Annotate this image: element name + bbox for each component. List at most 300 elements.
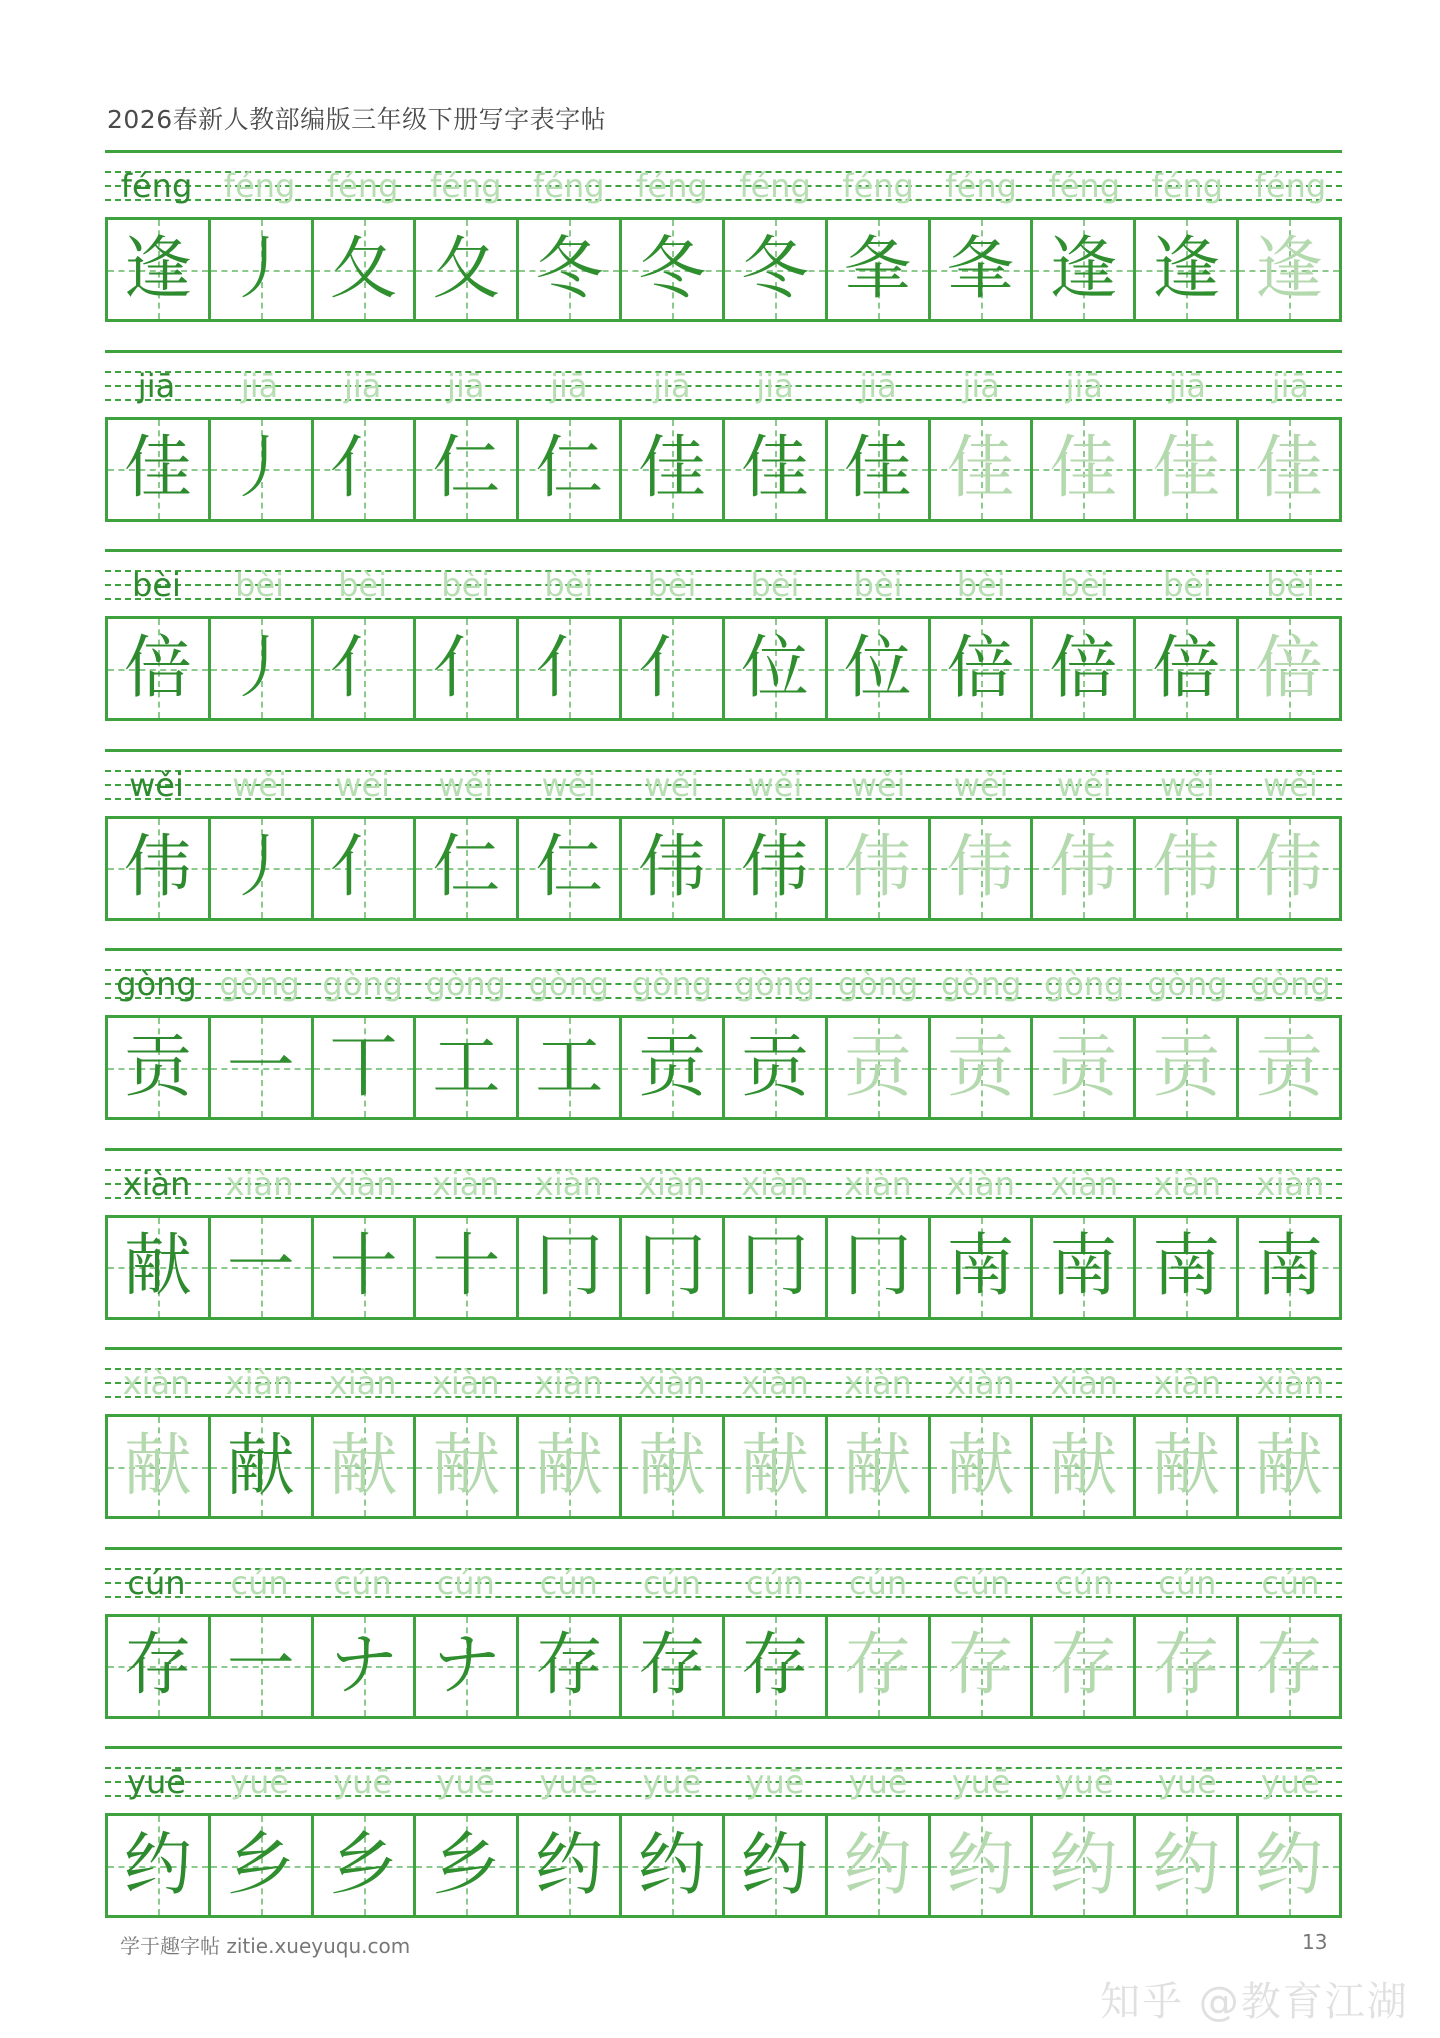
model-character: 献 xyxy=(123,1227,192,1306)
character-cell[interactable] xyxy=(416,1417,519,1516)
character-cell[interactable] xyxy=(828,420,931,519)
character-cell[interactable] xyxy=(622,819,725,918)
stroke-step-character: 佳 xyxy=(843,429,912,508)
character-cell[interactable] xyxy=(931,1816,1034,1915)
stroke-step-character: 夆 xyxy=(946,229,1015,309)
practice-row xyxy=(105,749,1342,921)
character-cell[interactable] xyxy=(108,1816,211,1915)
character-cell[interactable] xyxy=(1136,420,1239,519)
model-character: 逢 xyxy=(123,229,192,309)
pinyin-trace: gòng xyxy=(219,965,300,1003)
pinyin-trace: jiā xyxy=(1168,366,1207,405)
character-grid-row xyxy=(105,217,1342,322)
character-cell[interactable] xyxy=(519,1617,622,1716)
pinyin-trace: yuē xyxy=(539,1763,599,1801)
character-cell[interactable] xyxy=(211,1218,314,1317)
pinyin-trace: gòng xyxy=(322,965,403,1003)
character-cell[interactable] xyxy=(931,420,1034,519)
character-grid-row xyxy=(105,1813,1342,1918)
character-cell[interactable] xyxy=(1033,1018,1136,1117)
character-cell[interactable] xyxy=(828,220,931,319)
stroke-step-character: 佳 xyxy=(638,429,707,508)
character-cell[interactable] xyxy=(1239,1018,1339,1117)
pinyin-trace: gòng xyxy=(631,965,713,1003)
pinyin-trace: gòng xyxy=(940,965,1022,1003)
pinyin-trace: cún xyxy=(745,1563,805,1602)
model-character: 约 xyxy=(123,1825,192,1905)
pinyin-label: xiàn xyxy=(122,1364,191,1402)
pinyin-trace: yuē xyxy=(1054,1763,1114,1801)
pinyin-trace: cún xyxy=(1158,1563,1217,1602)
character-cell[interactable] xyxy=(416,1816,519,1915)
pinyin-trace: jiā xyxy=(653,366,691,405)
character-cell[interactable] xyxy=(828,1816,931,1915)
pinyin-trace: féng xyxy=(1048,167,1121,205)
pinyin-trace: féng xyxy=(533,167,605,205)
pinyin-trace: gòng xyxy=(425,965,506,1003)
pinyin-trace: xiàn xyxy=(328,1164,397,1203)
page-title: 2026春新人教部编版三年级下册写字表字帖 xyxy=(107,105,607,134)
pinyin-trace: xiàn xyxy=(1153,1364,1222,1402)
character-cell[interactable] xyxy=(1239,420,1339,519)
character-cell[interactable] xyxy=(1033,1218,1136,1317)
stroke-step-character: 亻 xyxy=(329,429,398,508)
practice-row xyxy=(105,1347,1342,1519)
character-cell[interactable] xyxy=(1136,1018,1239,1117)
stroke-step-character: 献 xyxy=(946,1426,1015,1506)
character-cell[interactable] xyxy=(519,1816,622,1915)
character-cell[interactable] xyxy=(211,1816,314,1915)
character-cell[interactable] xyxy=(416,1218,519,1317)
stroke-step-character: 丿 xyxy=(226,828,295,907)
stroke-step-character: 贡 xyxy=(1152,1027,1221,1107)
pinyin-trace: cún xyxy=(230,1563,289,1602)
pinyin-trace: bèi xyxy=(647,566,697,604)
pinyin-trace: gòng xyxy=(528,965,610,1003)
pinyin-trace: xiàn xyxy=(947,1164,1016,1203)
pinyin-trace: xiàn xyxy=(844,1164,912,1203)
character-cell[interactable] xyxy=(725,1018,828,1117)
pinyin-trace: jiā xyxy=(1065,366,1103,405)
pinyin-trace: féng xyxy=(1254,167,1327,205)
pinyin-trace: yuē xyxy=(951,1763,1011,1801)
character-cell[interactable] xyxy=(1136,819,1239,918)
pinyin-trace: jiā xyxy=(859,366,897,405)
pinyin-trace: bèi xyxy=(235,566,285,604)
stroke-step-character: 献 xyxy=(638,1426,707,1506)
pinyin-trace: xiàn xyxy=(638,1164,706,1203)
pinyin-trace: jiā xyxy=(756,366,794,405)
pinyin-label: wěi xyxy=(129,765,184,804)
stroke-step-character: 伟 xyxy=(1152,828,1221,907)
character-cell[interactable] xyxy=(828,1617,931,1716)
model-character: 献 xyxy=(123,1426,192,1506)
stroke-step-character: 逢 xyxy=(1049,229,1118,309)
character-cell[interactable] xyxy=(211,619,314,718)
character-cell[interactable] xyxy=(211,1417,314,1516)
pinyin-trace: bèi xyxy=(1162,566,1212,604)
stroke-step-character: 冂 xyxy=(843,1227,912,1306)
practice-row xyxy=(105,1547,1342,1719)
character-grid-row xyxy=(105,816,1342,921)
pinyin-band xyxy=(105,1547,1342,1607)
character-cell[interactable] xyxy=(725,819,828,918)
character-cell[interactable] xyxy=(828,1218,931,1317)
pinyin-label: bèi xyxy=(132,566,181,604)
character-cell[interactable] xyxy=(828,1018,931,1117)
pinyin-trace: gòng xyxy=(1250,965,1331,1003)
pinyin-trace: bèi xyxy=(1059,566,1109,604)
character-cell[interactable] xyxy=(108,1617,211,1716)
pinyin-trace: féng xyxy=(842,167,914,205)
pinyin-trace: xiàn xyxy=(534,1364,603,1402)
character-cell[interactable] xyxy=(1136,220,1239,319)
pinyin-band xyxy=(105,350,1342,410)
character-cell[interactable] xyxy=(211,819,314,918)
character-cell[interactable] xyxy=(519,1417,622,1516)
character-cell[interactable] xyxy=(828,1417,931,1516)
character-cell[interactable] xyxy=(519,1018,622,1117)
pinyin-trace: yuē xyxy=(333,1763,393,1801)
pinyin-trace: féng xyxy=(223,167,296,205)
stroke-step-character: 约 xyxy=(740,1825,809,1905)
character-cell[interactable] xyxy=(1239,220,1339,319)
pinyin-trace: yuē xyxy=(745,1763,805,1801)
stroke-step-character: 南 xyxy=(1152,1227,1221,1306)
stroke-step-character: 冂 xyxy=(535,1227,604,1306)
character-cell[interactable] xyxy=(1239,1617,1339,1716)
character-cell[interactable] xyxy=(1136,619,1239,718)
character-cell[interactable] xyxy=(314,1018,417,1117)
character-cell[interactable] xyxy=(828,619,931,718)
character-grid-row xyxy=(105,616,1342,721)
pinyin-trace: cún xyxy=(849,1563,908,1602)
pinyin-trace: gòng xyxy=(837,965,919,1003)
pinyin-trace: féng xyxy=(739,167,811,205)
pinyin-trace: wěi xyxy=(1056,765,1112,804)
footer-site: 学于趣字帖 zitie.xueyuqu.com xyxy=(120,1934,411,1958)
character-cell[interactable] xyxy=(1239,1218,1339,1317)
character-cell[interactable] xyxy=(622,619,725,718)
pinyin-trace: féng xyxy=(1151,167,1224,205)
pinyin-trace: bèi xyxy=(338,566,388,604)
pinyin-trace: jiā xyxy=(343,366,382,405)
stroke-step-character: ナ xyxy=(432,1626,501,1705)
pinyin-trace: cún xyxy=(436,1563,495,1602)
pinyin-trace: xiàn xyxy=(225,1364,294,1402)
stroke-step-character: 存 xyxy=(843,1626,912,1705)
character-cell[interactable] xyxy=(1033,619,1136,718)
pinyin-trace: féng xyxy=(429,167,502,205)
stroke-step-character: 约 xyxy=(946,1825,1015,1905)
character-cell[interactable] xyxy=(725,619,828,718)
pinyin-band xyxy=(105,749,1342,809)
stroke-step-character: 倍 xyxy=(1049,628,1118,708)
character-cell[interactable] xyxy=(1239,619,1339,718)
character-cell[interactable] xyxy=(931,1218,1034,1317)
character-cell[interactable] xyxy=(211,420,314,519)
stroke-step-character: 伟 xyxy=(946,828,1015,907)
pinyin-trace: wěi xyxy=(232,765,287,804)
stroke-step-character: 佳 xyxy=(740,429,809,508)
pinyin-trace: xiàn xyxy=(534,1164,603,1203)
character-cell[interactable] xyxy=(931,1018,1034,1117)
character-cell[interactable] xyxy=(1239,819,1339,918)
pinyin-trace: féng xyxy=(945,167,1017,205)
stroke-step-character: 献 xyxy=(329,1426,398,1506)
character-cell[interactable] xyxy=(622,1617,725,1716)
pinyin-trace: wěi xyxy=(438,765,494,804)
pinyin-trace: xiàn xyxy=(638,1364,706,1402)
character-cell[interactable] xyxy=(622,1816,725,1915)
pinyin-trace: bèi xyxy=(441,566,491,604)
character-cell[interactable] xyxy=(725,220,828,319)
stroke-step-character: 位 xyxy=(740,628,809,708)
stroke-step-character: 献 xyxy=(432,1426,501,1506)
stroke-step-character: 献 xyxy=(740,1426,809,1506)
pinyin-trace: xiàn xyxy=(328,1364,397,1402)
pinyin-trace: jiā xyxy=(240,366,279,405)
character-cell[interactable] xyxy=(931,220,1034,319)
model-character: 伟 xyxy=(123,828,192,907)
pinyin-band xyxy=(105,1347,1342,1407)
character-cell[interactable] xyxy=(1033,420,1136,519)
pinyin-trace: cún xyxy=(333,1563,392,1602)
character-cell[interactable] xyxy=(416,420,519,519)
model-character: 存 xyxy=(123,1626,192,1705)
pinyin-trace: xiàn xyxy=(1256,1164,1325,1203)
character-cell[interactable] xyxy=(519,819,622,918)
pinyin-trace: yuē xyxy=(1260,1763,1320,1801)
character-cell[interactable] xyxy=(725,1617,828,1716)
character-cell[interactable] xyxy=(725,1417,828,1516)
stroke-step-character: 仁 xyxy=(432,429,501,508)
stroke-step-character: 冬 xyxy=(638,229,707,309)
stroke-step-character: 一 xyxy=(226,1227,295,1306)
stroke-step-character: ナ xyxy=(329,1626,398,1705)
character-cell[interactable] xyxy=(314,220,417,319)
character-cell[interactable] xyxy=(622,1218,725,1317)
stroke-step-character: 倍 xyxy=(946,628,1015,708)
pinyin-trace: cún xyxy=(1055,1563,1114,1602)
pinyin-trace: wěi xyxy=(541,765,597,804)
stroke-step-character: 贡 xyxy=(946,1027,1015,1107)
character-cell[interactable] xyxy=(314,1816,417,1915)
stroke-step-character: 贡 xyxy=(638,1027,707,1107)
character-cell[interactable] xyxy=(1033,1617,1136,1716)
pinyin-band xyxy=(105,1148,1342,1208)
pinyin-label: xiàn xyxy=(122,1164,191,1203)
character-cell[interactable] xyxy=(725,1218,828,1317)
stroke-step-character: 仁 xyxy=(432,828,501,907)
character-cell[interactable] xyxy=(108,619,211,718)
character-cell[interactable] xyxy=(211,1018,314,1117)
stroke-step-character: 逢 xyxy=(1255,229,1324,309)
pinyin-trace: xiàn xyxy=(1256,1364,1325,1402)
character-cell[interactable] xyxy=(314,1417,417,1516)
pinyin-trace: xiàn xyxy=(1153,1164,1222,1203)
stroke-step-character: 南 xyxy=(1255,1227,1324,1306)
pinyin-trace: bèi xyxy=(853,566,903,604)
character-cell[interactable] xyxy=(416,819,519,918)
stroke-step-character: 献 xyxy=(1049,1426,1118,1506)
character-cell[interactable] xyxy=(108,220,211,319)
stroke-step-character: 乡 xyxy=(226,1825,295,1905)
stroke-step-character: 献 xyxy=(1255,1426,1324,1506)
character-cell[interactable] xyxy=(1033,220,1136,319)
stroke-step-character: 佳 xyxy=(1255,429,1324,508)
stroke-step-character: 丅 xyxy=(329,1027,398,1107)
stroke-step-character: 工 xyxy=(432,1027,501,1107)
character-cell[interactable] xyxy=(1136,1816,1239,1915)
practice-row xyxy=(105,1746,1342,1918)
stroke-step-character: 一 xyxy=(226,1027,295,1107)
character-cell[interactable] xyxy=(211,220,314,319)
character-cell[interactable] xyxy=(314,1218,417,1317)
watermark: 知乎 @教育江湖 xyxy=(1100,1979,1409,2025)
stroke-step-character: 约 xyxy=(535,1825,604,1905)
character-cell[interactable] xyxy=(108,1417,211,1516)
character-cell[interactable] xyxy=(416,1018,519,1117)
character-cell[interactable] xyxy=(519,619,622,718)
stroke-step-character: 亻 xyxy=(432,628,501,708)
pinyin-trace: yuē xyxy=(642,1763,702,1801)
stroke-step-character: 南 xyxy=(946,1227,1015,1306)
character-cell[interactable] xyxy=(1239,1816,1339,1915)
stroke-step-character: 夂 xyxy=(432,229,501,309)
practice-row xyxy=(105,549,1342,721)
character-cell[interactable] xyxy=(314,420,417,519)
pinyin-trace: xiàn xyxy=(844,1364,912,1402)
character-cell[interactable] xyxy=(622,1018,725,1117)
stroke-step-character: 夂 xyxy=(329,229,398,309)
stroke-step-character: 献 xyxy=(1152,1426,1221,1506)
pinyin-trace: cún xyxy=(952,1563,1011,1602)
character-cell[interactable] xyxy=(1033,1417,1136,1516)
character-cell[interactable] xyxy=(108,1218,211,1317)
stroke-step-character: 贡 xyxy=(843,1027,912,1107)
pinyin-trace: xiàn xyxy=(225,1164,294,1203)
stroke-step-character: 逢 xyxy=(1152,229,1221,309)
stroke-step-character: 献 xyxy=(843,1426,912,1506)
character-cell[interactable] xyxy=(828,819,931,918)
character-cell[interactable] xyxy=(931,819,1034,918)
stroke-step-character: 丿 xyxy=(226,229,295,309)
pinyin-trace: jiā xyxy=(1271,366,1310,405)
stroke-step-character: 仁 xyxy=(535,828,604,907)
character-cell[interactable] xyxy=(1136,1417,1239,1516)
stroke-step-character: 夆 xyxy=(843,229,912,309)
stroke-step-character: 贡 xyxy=(1255,1027,1324,1107)
pinyin-trace: xiàn xyxy=(741,1164,809,1203)
stroke-step-character: 倍 xyxy=(1152,628,1221,708)
pinyin-trace: xiàn xyxy=(741,1364,809,1402)
character-cell[interactable] xyxy=(931,1417,1034,1516)
stroke-step-character: 丿 xyxy=(226,429,295,508)
practice-row xyxy=(105,350,1342,522)
stroke-step-character: 存 xyxy=(1152,1626,1221,1705)
character-cell[interactable] xyxy=(519,1218,622,1317)
stroke-step-character: 冂 xyxy=(740,1227,809,1306)
character-grid-row xyxy=(105,417,1342,522)
stroke-step-character: 存 xyxy=(1255,1626,1324,1705)
pinyin-trace: féng xyxy=(326,167,399,205)
pinyin-trace: wěi xyxy=(644,765,700,804)
character-cell[interactable] xyxy=(519,220,622,319)
pinyin-label: yuē xyxy=(127,1763,186,1801)
character-cell[interactable] xyxy=(1033,819,1136,918)
pinyin-trace: bèi xyxy=(956,566,1006,604)
stroke-step-character: 位 xyxy=(843,628,912,708)
character-cell[interactable] xyxy=(931,619,1034,718)
stroke-step-character: 南 xyxy=(1049,1227,1118,1306)
model-character: 倍 xyxy=(123,628,192,708)
pinyin-trace: bèi xyxy=(750,566,800,604)
character-cell[interactable] xyxy=(725,1816,828,1915)
stroke-step-character: 佳 xyxy=(1152,429,1221,508)
pinyin-trace: xiàn xyxy=(1050,1164,1119,1203)
character-cell[interactable] xyxy=(1136,1617,1239,1716)
character-cell[interactable] xyxy=(416,619,519,718)
character-cell[interactable] xyxy=(725,420,828,519)
pinyin-trace: yuē xyxy=(436,1763,496,1801)
pinyin-trace: gòng xyxy=(1044,965,1125,1003)
character-cell[interactable] xyxy=(1239,1417,1339,1516)
character-cell[interactable] xyxy=(416,1617,519,1716)
stroke-step-character: 丿 xyxy=(226,628,295,708)
character-cell[interactable] xyxy=(314,819,417,918)
character-cell[interactable] xyxy=(108,819,211,918)
stroke-step-character: 冬 xyxy=(740,229,809,309)
character-cell[interactable] xyxy=(622,220,725,319)
character-grid-row xyxy=(105,1015,1342,1120)
stroke-step-character: 约 xyxy=(843,1825,912,1905)
character-cell[interactable] xyxy=(1136,1218,1239,1317)
character-cell[interactable] xyxy=(314,619,417,718)
character-cell[interactable] xyxy=(1033,1816,1136,1915)
pinyin-label: jiā xyxy=(137,366,176,405)
pinyin-trace: xiàn xyxy=(947,1364,1016,1402)
stroke-step-character: 亻 xyxy=(329,828,398,907)
pinyin-trace: wěi xyxy=(747,765,803,804)
character-cell[interactable] xyxy=(314,1617,417,1716)
character-cell[interactable] xyxy=(622,420,725,519)
pinyin-trace: cún xyxy=(539,1563,598,1602)
pinyin-trace: gòng xyxy=(1147,965,1228,1003)
stroke-step-character: 工 xyxy=(535,1027,604,1107)
pinyin-trace: yuē xyxy=(848,1763,908,1801)
stroke-step-character: 伟 xyxy=(1255,828,1324,907)
stroke-step-character: 十 xyxy=(329,1227,398,1306)
character-grid-row xyxy=(105,1215,1342,1320)
stroke-step-character: 约 xyxy=(1255,1825,1324,1905)
character-cell[interactable] xyxy=(416,220,519,319)
model-character: 贡 xyxy=(123,1027,192,1107)
stroke-step-character: 佳 xyxy=(946,429,1015,508)
stroke-step-character: 存 xyxy=(638,1626,707,1705)
pinyin-trace: yuē xyxy=(230,1763,290,1801)
character-cell[interactable] xyxy=(108,420,211,519)
character-cell[interactable] xyxy=(931,1617,1034,1716)
character-cell[interactable] xyxy=(622,1417,725,1516)
stroke-step-character: 倍 xyxy=(1255,628,1324,708)
character-cell[interactable] xyxy=(211,1617,314,1716)
character-cell[interactable] xyxy=(519,420,622,519)
character-grid-row xyxy=(105,1414,1342,1519)
practice-row xyxy=(105,948,1342,1120)
character-cell[interactable] xyxy=(108,1018,211,1117)
stroke-step-character: 存 xyxy=(740,1626,809,1705)
